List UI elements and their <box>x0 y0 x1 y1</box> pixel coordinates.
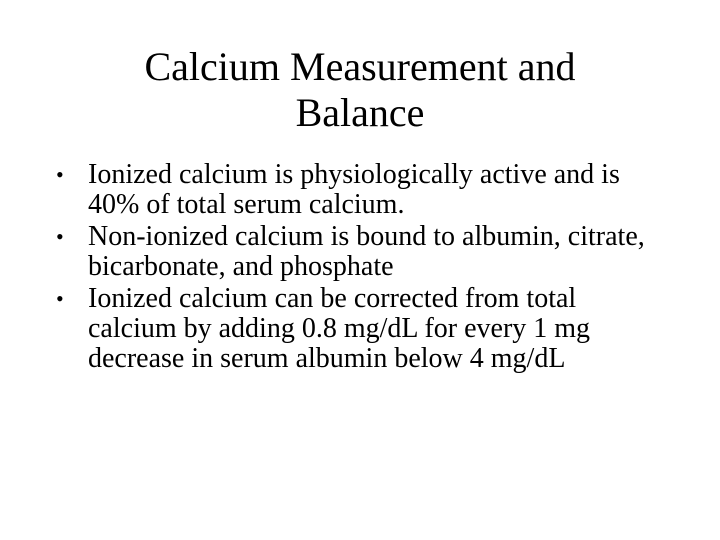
bullet-icon: • <box>56 286 64 311</box>
bullet-item <box>56 284 666 374</box>
bullet-icon: • <box>56 224 64 249</box>
bullet-text: Ionized calcium can be corrected from total calcium by adding 0.8 mg/dL for every 1 mg decrease in serum albumin below 4 mg/dL <box>88 283 591 374</box>
bullet-text: Non-ionized calcium is bound to albumin, citrate, bicarbonate, and phosphate <box>88 221 645 282</box>
bullet-icon: • <box>56 162 64 187</box>
bullet-list <box>56 160 666 376</box>
bullet-text: Ionized calcium is physiologically active and is 40% of total serum calcium. <box>88 159 620 220</box>
bullet-item <box>56 160 666 220</box>
slide-title-line-1: Calcium Measurement and <box>144 44 576 89</box>
bullet-item <box>56 222 666 282</box>
slide-title <box>60 44 660 136</box>
slide-title-line-2: Balance <box>295 90 425 135</box>
